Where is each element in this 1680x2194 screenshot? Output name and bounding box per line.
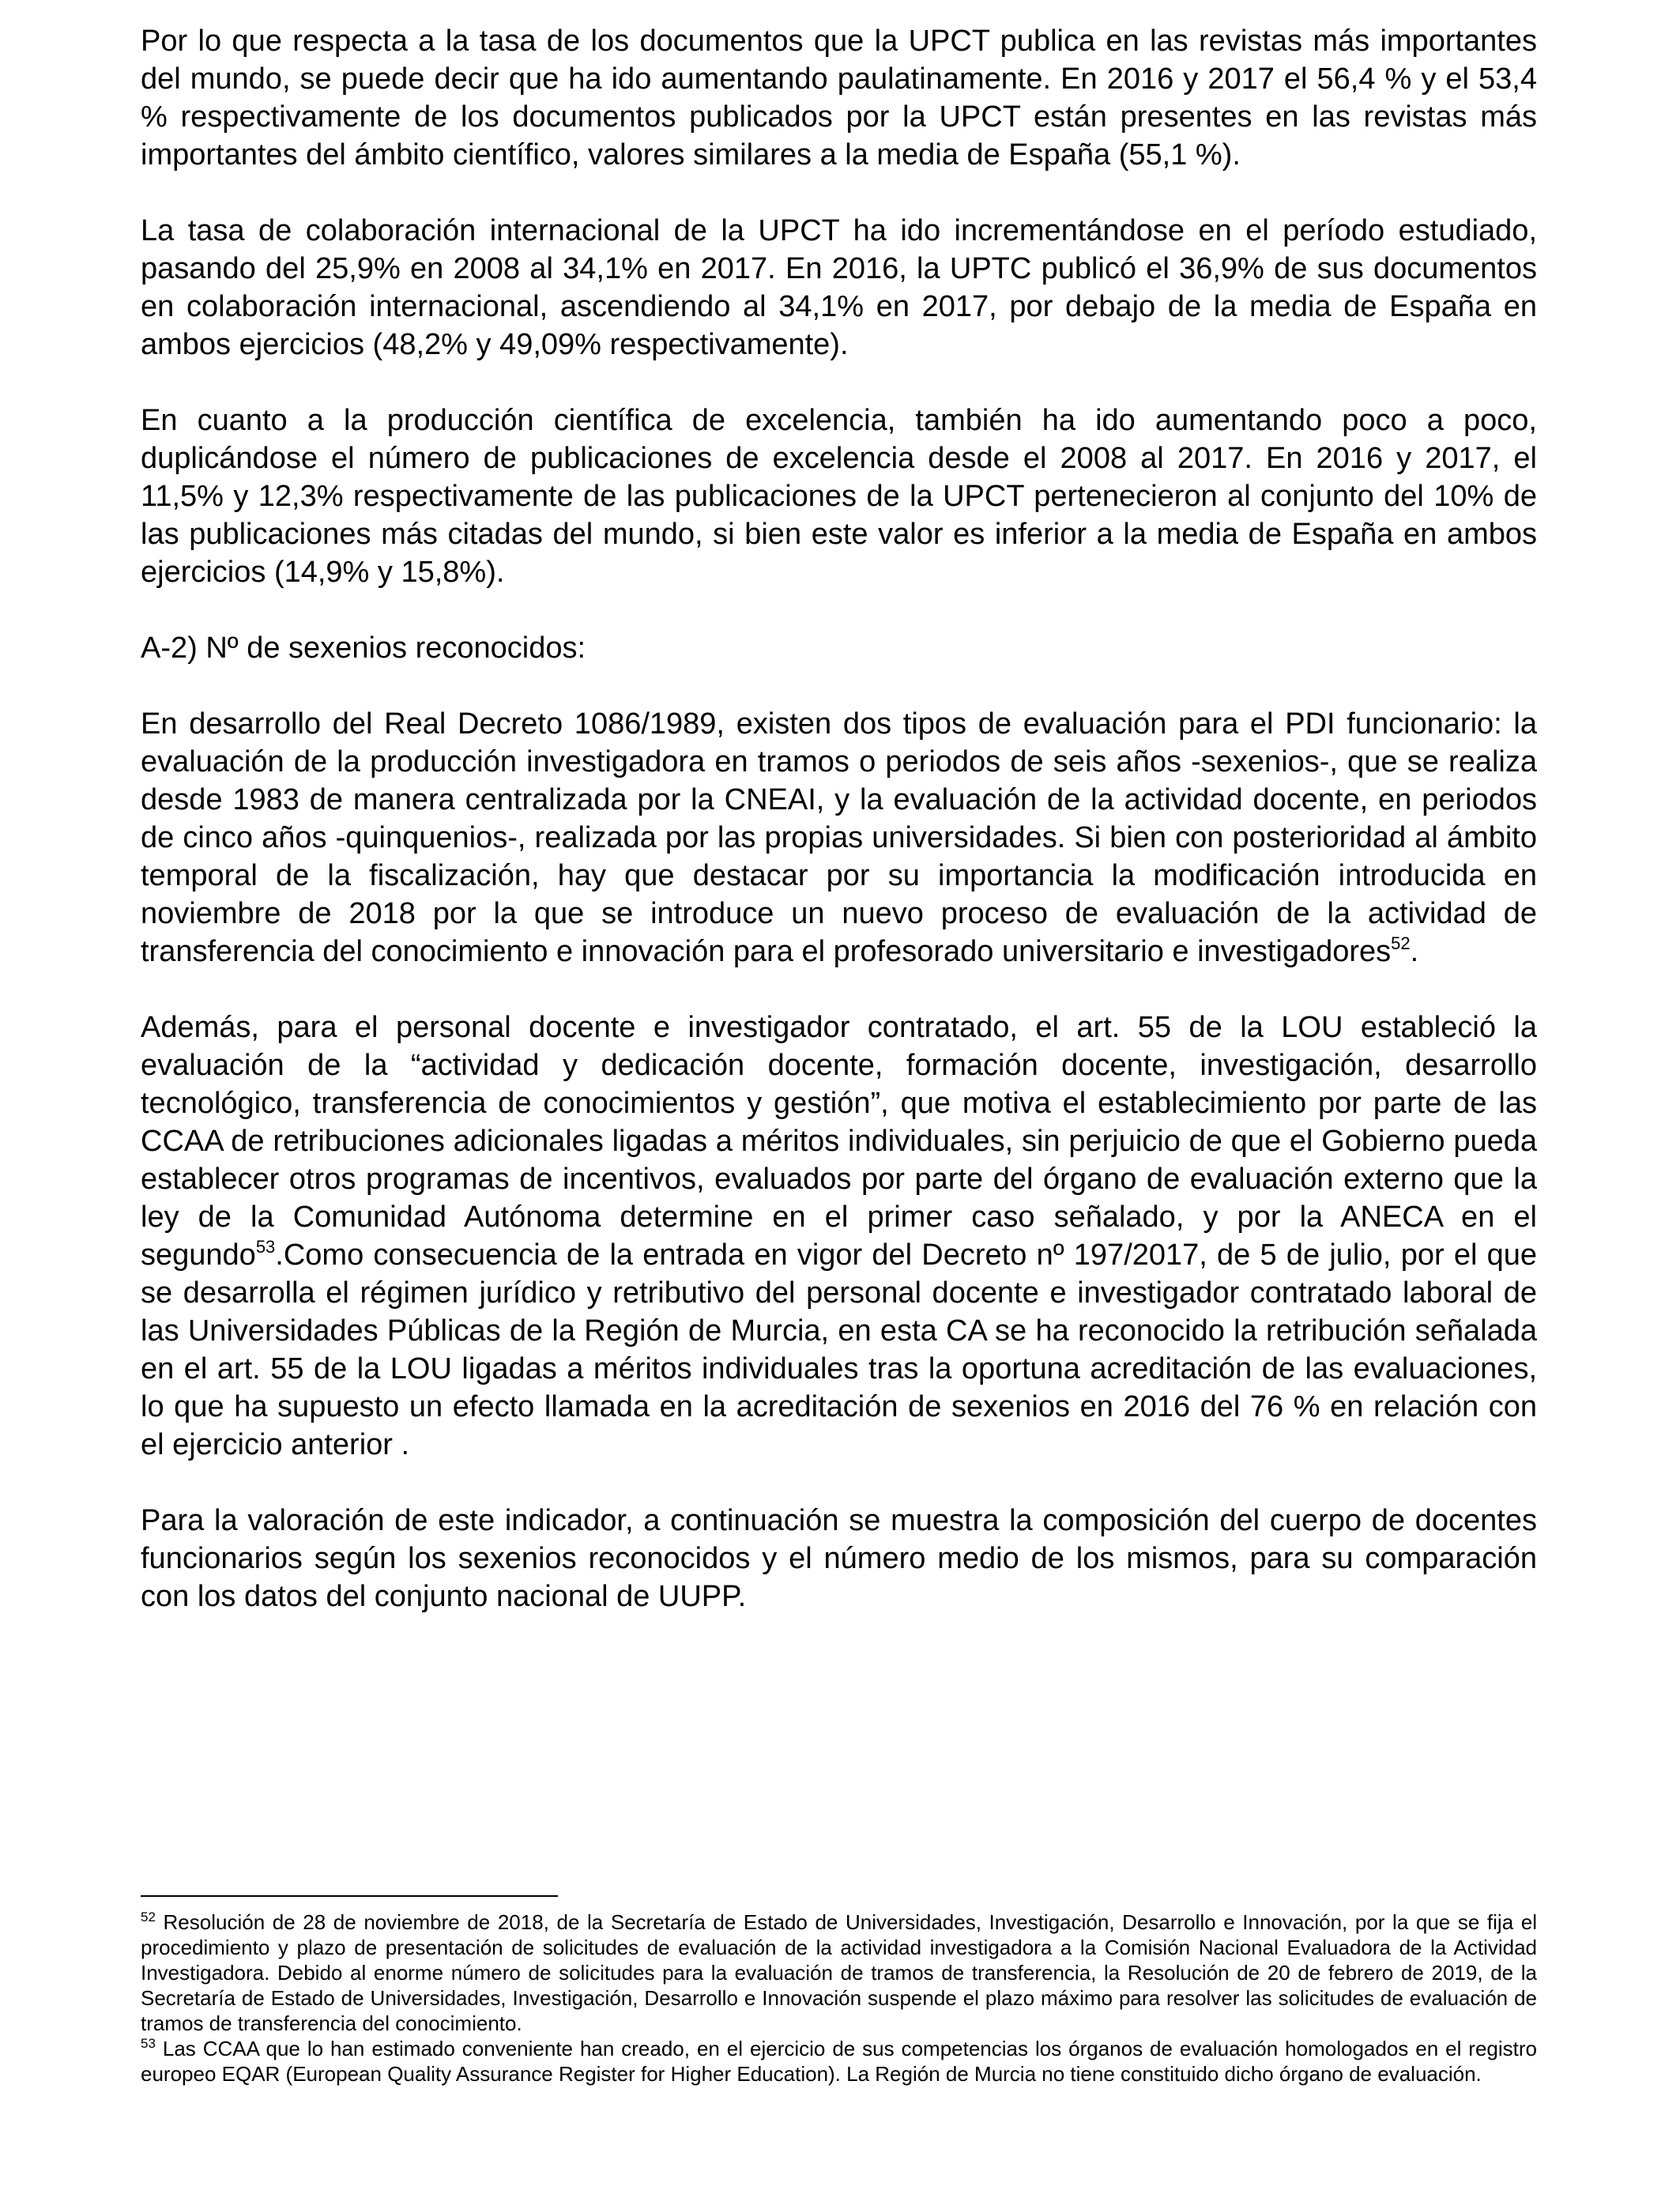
page-body bbox=[141, 22, 1537, 1615]
footnote-number: 52 bbox=[141, 1909, 156, 1924]
footnote-53 bbox=[141, 2036, 1537, 2087]
footnotes bbox=[141, 1895, 1537, 2087]
footnote-separator bbox=[141, 1895, 558, 1897]
paragraph-excellence: En cuanto a la producción científica de excelencia, también ha ido aumentando poco a poco, duplicándose el número de publicaciones de excelencia desde el 2008 al 2017. En 2016 y 2017, el 11,5% y 12,3% respectivamente de las publicaciones de la UPCT pertenecieron al conjunto del 10% de las publicaciones más citadas del mundo, si bien este valor es inferior a la media de España en ambos ejercicios (14,9% y 15,8%). bbox=[141, 404, 1537, 589]
paragraph-text: En desarrollo del Real Decreto 1086/1989, existen dos tipos de evaluación para el PDI funcionario: la evaluación de la producción investigadora en tramos o periodos de seis años -sexenios-, que se realiza desde 1983 de manera centralizada por la CNEAI, y la evaluación de la actividad docente, en periodos de cinco años -quinquenios-, realizada por las propias universidades. Si bien con posterioridad al ámbito temporal de la fiscalización, hay que destacar por su importancia la modificación introducida en noviembre de 2018 por la que se introduce un nuevo proceso de evaluación de la actividad de transferencia del conocimiento e innovación para el profesorado universitario e investigadores bbox=[141, 707, 1537, 968]
footnote-text: Las CCAA que lo han estimado conveniente han creado, en el ejercicio de sus competencias los órganos de evaluación homologados en el registro europeo EQAR (European Quality Assurance Register for Higher Education). La Región de Murcia no tiene constituido dicho órgano de evaluación. bbox=[141, 2037, 1537, 2086]
paragraph-lou bbox=[141, 1008, 1537, 1464]
paragraph-journals: Por lo que respecta a la tasa de los documentos que la UPCT publica en las revistas más importantes del mundo, se puede decir que ha ido aumentando paulatinamente. En 2016 y 2017 el 56,4 % y el 53,4 % respectivamente de los documentos publicados por la UPCT están presentes en las revistas más importantes del ámbito científico, valores similares a la media de España (55,1 %). bbox=[141, 25, 1537, 172]
paragraph-real-decreto bbox=[141, 705, 1537, 971]
paragraph-text-a: Además, para el personal docente e investigador contratado, el art. 55 de la LOU estableció la evaluación de la “actividad y dedicación docente, formación docente, investigación, desarrollo tecnológico, transferencia de conocimientos y gestión”, que motiva el establecimiento por parte de las CCAA de retribuciones adicionales ligadas a méritos individuales, sin perjuicio de que el Gobierno pueda establecer otros programas de incentivos, evaluados por parte del órgano de evaluación externo que la ley de la Comunidad Autónoma determine en el primer caso señalado, y por la ANECA en el segundo bbox=[141, 1011, 1537, 1272]
footnote-number: 53 bbox=[141, 2036, 156, 2051]
footnote-52 bbox=[141, 1909, 1537, 2036]
footnote-ref-53[interactable]: 53 bbox=[255, 1237, 276, 1257]
paragraph-international-collaboration: La tasa de colaboración internacional de la UPCT ha ido incrementándose en el período estudiado, pasando del 25,9% en 2008 al 34,1% en 2017. En 2016, la UPTC publicó el 36,9% de sus documentos en colaboración internacional, ascendiendo al 34,1% en 2017, por debajo de la media de España en ambos ejercicios (48,2% y 49,09% respectivamente). bbox=[141, 214, 1537, 361]
footnote-ref-52[interactable]: 52 bbox=[1391, 933, 1411, 953]
paragraph-text-b: .Como consecuencia de la entrada en vigor del Decreto nº 197/2017, de 5 de julio, por el que se desarrolla el régimen jurídico y retributivo del personal docente e investigador contratado laboral de las Universidades Públicas de la Región de Murcia, en esta CA se ha reconocido la retribución señalada en el art. 55 de la LOU ligadas a méritos individuales tras la oportuna acreditación de las evaluaciones, lo que ha supuesto un efecto llamada en la acreditación de sexenios en 2016 del 76 % en relación con el ejercicio anterior . bbox=[141, 1238, 1537, 1461]
paragraph-end: . bbox=[1410, 935, 1419, 968]
paragraph-final: Para la valoración de este indicador, a continuación se muestra la composición del cuerpo de docentes funcionarios según los sexenios reconocidos y el número medio de los mismos, para su comparación con los datos del conjunto nacional de UUPP. bbox=[141, 1504, 1537, 1613]
footnote-text: Resolución de 28 de noviembre de 2018, de la Secretaría de Estado de Universidades, Investigación, Desarrollo e Innovación, por la que se fija el procedimiento y plazo de presentación de solicitudes de evaluación de la actividad investigadora a la Comisión Nacional Evaluadora de la Actividad Investigadora. Debido al enorme número de solicitudes para la evaluación de tramos de transferencia, la Resolución de 20 de febrero de 2019, de la Secretaría de Estado de Universidades, Investigación, Desarrollo e Innovación suspende el plazo máximo para resolver las solicitudes de evaluación de tramos de transferencia del conocimiento. bbox=[141, 1910, 1537, 2035]
section-heading: A-2) Nº de sexenios reconocidos: bbox=[141, 631, 586, 665]
